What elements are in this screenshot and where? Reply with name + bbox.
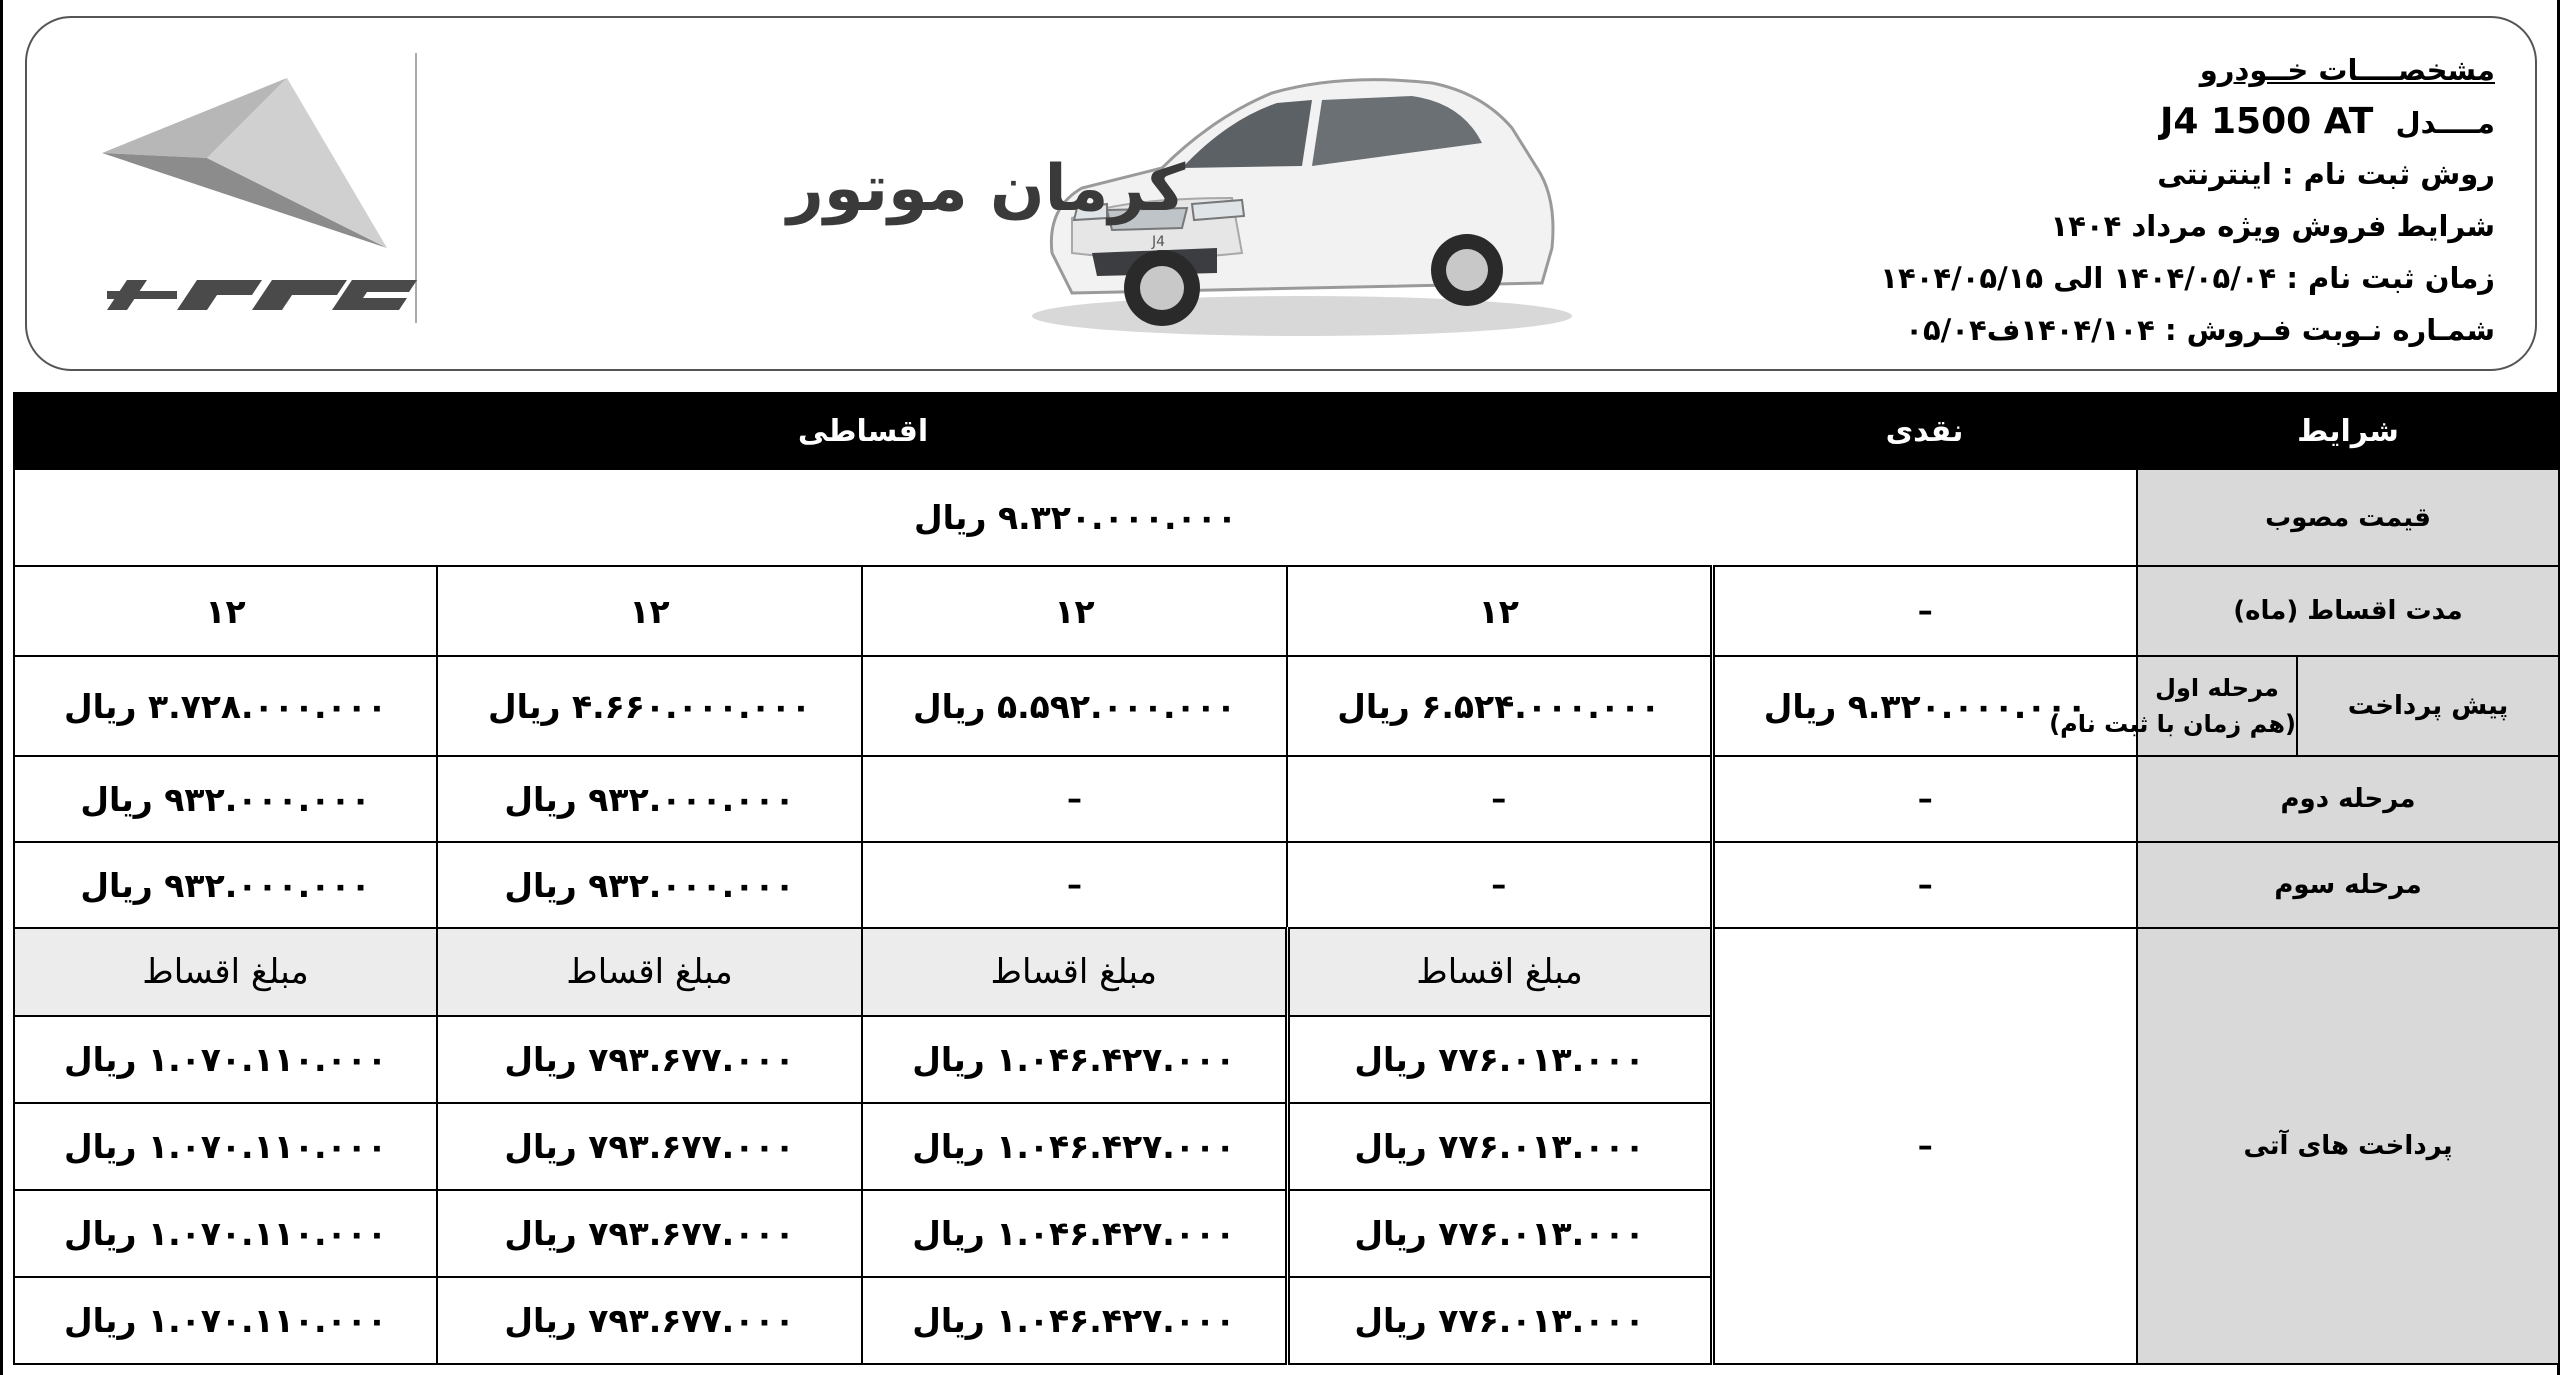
duration-cash: – [1712, 566, 2137, 656]
stage1-title: مرحله اول [2155, 674, 2279, 702]
installment-amount-header: مبلغ اقساط [14, 928, 437, 1016]
stage2-value: – [1287, 756, 1712, 842]
header-cash: نقدی [1712, 393, 2137, 469]
stage2-value: – [862, 756, 1287, 842]
stage3-cash-value: – [1712, 842, 2137, 928]
approved-price-row [14, 469, 2559, 566]
table-header-row [14, 393, 2559, 469]
installment-amount-header: مبلغ اقساط [1287, 928, 1712, 1016]
stage3-value: – [1287, 842, 1712, 928]
installment-value: ۷۷۶.۰۱۳.۰۰۰ ریال [1287, 1016, 1712, 1103]
prepayment-stage2-row [14, 756, 2559, 842]
stage1-value: ۵.۵۹۲.۰۰۰.۰۰۰ ریال [862, 656, 1287, 756]
stage1-cash-value: ۹.۳۲۰.۰۰۰.۰۰۰ ریال [1712, 656, 2137, 756]
duration-label: مدت اقساط (ماه) [2137, 566, 2559, 656]
duration-row [14, 566, 2559, 656]
installment-value: ۱.۰۷۰.۱۱۰.۰۰۰ ریال [14, 1103, 437, 1190]
duration-value: ۱۲ [1287, 566, 1712, 656]
svg-text:کرمان موتور: کرمان موتور [787, 152, 1186, 226]
sale-conditions: شرایط فروش ویژه مرداد ۱۴۰۴ [2050, 209, 2495, 243]
header-card [25, 16, 2537, 371]
approved-price-value: ۹.۳۲۰.۰۰۰.۰۰۰ ریال [14, 469, 2137, 566]
installment-value: ۷۹۳.۶۷۷.۰۰۰ ریال [437, 1277, 862, 1364]
installment-amount-header: مبلغ اقساط [862, 928, 1287, 1016]
duration-value: ۱۲ [437, 566, 862, 656]
registration-method: روش ثبت نام : اینترنتی [2157, 157, 2495, 191]
duration-value: ۱۲ [14, 566, 437, 656]
spec-model [1880, 96, 2495, 148]
prepayment-label: پیش پرداخت [2297, 656, 2559, 756]
installment-value: ۷۷۶.۰۱۳.۰۰۰ ریال [1287, 1190, 1712, 1277]
installment-value: ۱.۰۴۶.۴۲۷.۰۰۰ ریال [862, 1277, 1287, 1364]
installment-amount-header: مبلغ اقساط [437, 928, 862, 1016]
approved-price-label: قیمت مصوب [2137, 469, 2559, 566]
installment-value: ۱.۰۷۰.۱۱۰.۰۰۰ ریال [14, 1016, 437, 1103]
stage1-subtitle: (هم زمان با ثبت نام) [2049, 710, 2297, 738]
stage2-cash-value: – [1712, 756, 2137, 842]
future-header-row [14, 928, 2559, 1016]
model-value: J4 1500 AT [2160, 101, 2374, 142]
stage1-value: ۴.۶۶۰.۰۰۰.۰۰۰ ریال [437, 656, 862, 756]
prepayment-stage1-row [14, 656, 2559, 756]
stage3-value: – [862, 842, 1287, 928]
stage1-label [2049, 656, 2297, 756]
model-label: مــــدل [2395, 106, 2495, 140]
installment-value: ۱.۰۴۶.۴۲۷.۰۰۰ ریال [862, 1016, 1287, 1103]
installment-value: ۷۹۳.۶۷۷.۰۰۰ ریال [437, 1016, 862, 1103]
stage2-value: ۹۳۲.۰۰۰.۰۰۰ ریال [14, 756, 437, 842]
stage2-value: ۹۳۲.۰۰۰.۰۰۰ ریال [437, 756, 862, 842]
sale-round: شمـاره نـوبت فـروش : ۱۴۰۴/۱۰۴ف۰۵/۰۴ [1905, 313, 2495, 347]
stage3-value: ۹۳۲.۰۰۰.۰۰۰ ریال [437, 842, 862, 928]
stage3-label: مرحله سوم [2137, 842, 2559, 928]
installment-value: ۱.۰۴۶.۴۲۷.۰۰۰ ریال [862, 1103, 1287, 1190]
installment-value: ۱.۰۷۰.۱۱۰.۰۰۰ ریال [14, 1190, 437, 1277]
stage1-value: ۶.۵۲۴.۰۰۰.۰۰۰ ریال [1287, 656, 1712, 756]
duration-value: ۱۲ [862, 566, 1287, 656]
header-conditions: شرایط [2137, 393, 2559, 469]
stage1-value: ۳.۷۲۸.۰۰۰.۰۰۰ ریال [14, 656, 437, 756]
prepayment-stage3-row [14, 842, 2559, 928]
installment-value: ۷۷۶.۰۱۳.۰۰۰ ریال [1287, 1103, 1712, 1190]
registration-time: زمان ثبت نام : ۱۴۰۴/۰۵/۰۴ الی ۱۴۰۴/۰۵/۱۵ [1880, 261, 2495, 295]
installment-value: ۷۹۳.۶۷۷.۰۰۰ ریال [437, 1190, 862, 1277]
installment-value: ۷۹۳.۶۷۷.۰۰۰ ریال [437, 1103, 862, 1190]
installment-value: ۱.۰۷۰.۱۱۰.۰۰۰ ریال [14, 1277, 437, 1364]
future-payments-label: پرداخت های آتی [2137, 928, 2559, 1364]
svg-text:J4: J4 [1152, 234, 1166, 250]
vehicle-specs [1880, 44, 2495, 356]
installment-value: ۷۷۶.۰۱۳.۰۰۰ ریال [1287, 1277, 1712, 1364]
installment-value: ۱.۰۴۶.۴۲۷.۰۰۰ ریال [862, 1190, 1287, 1277]
header-installment: اقساطی [14, 393, 1712, 469]
future-cash-value: – [1712, 928, 2137, 1364]
spec-title: مشخصــــات خــودرو [2199, 53, 2495, 87]
kmc-logo-icon [87, 58, 427, 328]
stage2-label: مرحله دوم [2137, 756, 2559, 842]
pricing-table [13, 392, 2560, 1365]
stage3-value: ۹۳۲.۰۰۰.۰۰۰ ریال [14, 842, 437, 928]
brand-text-logo [437, 128, 1186, 238]
